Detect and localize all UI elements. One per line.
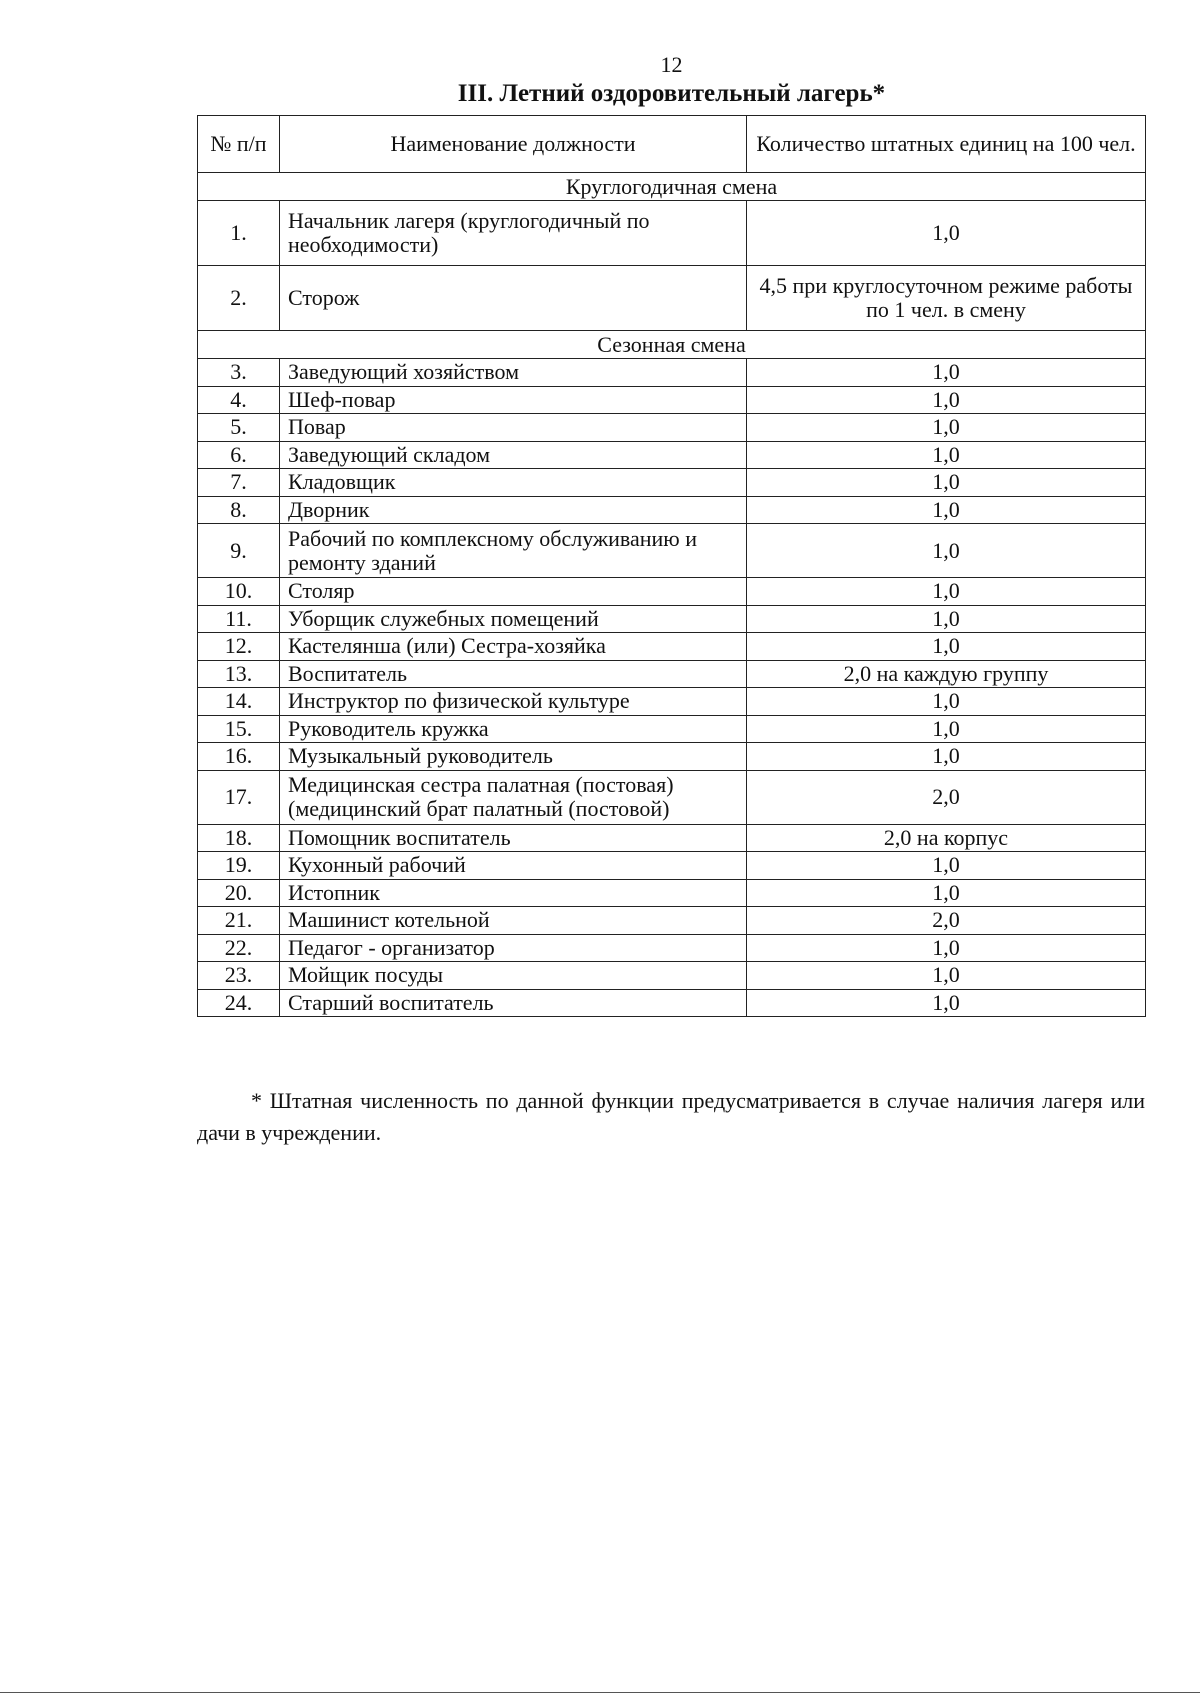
table-row [198, 743, 1146, 771]
position-quantity: 2,0 на каждую группу [747, 660, 1146, 688]
position-number: 8. [198, 496, 280, 524]
footnote: * Штатная численность по данной функции предусматривается в случае наличия лагеря или дачи в учреждении. [197, 1088, 1145, 1145]
header-quantity: Количество штатных единиц на 100 чел. [747, 116, 1146, 173]
section-title: Круглогодичная смена [198, 173, 1146, 201]
header-name: Наименование должности [280, 116, 747, 173]
position-name: Истопник [280, 879, 747, 907]
position-name: Шеф-повар [280, 386, 747, 414]
position-name: Кастелянша (или) Сестра-хозяйка [280, 633, 747, 661]
table-row [198, 496, 1146, 524]
position-name: Начальник лагеря (круглогодичный по необходимости) [280, 201, 747, 266]
position-quantity: 1,0 [747, 469, 1146, 497]
position-name: Рабочий по комплексному обслуживанию и ремонту зданий [280, 524, 747, 578]
page-number: 12 [660, 52, 683, 77]
table-row [198, 386, 1146, 414]
table-row [198, 770, 1146, 824]
position-quantity: 1,0 [747, 743, 1146, 771]
table-row [198, 605, 1146, 633]
position-name: Воспитатель [280, 660, 747, 688]
position-quantity: 1,0 [747, 688, 1146, 716]
table-row [198, 524, 1146, 578]
table-row [198, 907, 1146, 935]
position-number: 11. [198, 605, 280, 633]
position-quantity: 1,0 [747, 879, 1146, 907]
position-quantity: 2,0 [747, 907, 1146, 935]
position-number: 12. [198, 633, 280, 661]
position-quantity: 1,0 [747, 414, 1146, 442]
position-quantity: 2,0 [747, 770, 1146, 824]
position-quantity: 1,0 [747, 441, 1146, 469]
table-row [198, 688, 1146, 716]
position-number: 5. [198, 414, 280, 442]
table-row [198, 359, 1146, 387]
position-name: Повар [280, 414, 747, 442]
position-number: 14. [198, 688, 280, 716]
position-number: 7. [198, 469, 280, 497]
table-row [198, 266, 1146, 331]
position-name: Старший воспитатель [280, 989, 747, 1017]
table-row [198, 824, 1146, 852]
position-name: Музыкальный руководитель [280, 743, 747, 771]
position-quantity: 1,0 [747, 578, 1146, 606]
position-quantity: 1,0 [747, 605, 1146, 633]
position-quantity: 2,0 на корпус [747, 824, 1146, 852]
staff-table [197, 115, 1146, 1017]
position-quantity: 1,0 [747, 386, 1146, 414]
table-row [198, 715, 1146, 743]
position-name: Кухонный рабочий [280, 852, 747, 880]
position-quantity: 1,0 [747, 359, 1146, 387]
table-row [198, 879, 1146, 907]
position-number: 15. [198, 715, 280, 743]
table-row [198, 201, 1146, 266]
table-header-row [198, 116, 1146, 173]
position-number: 10. [198, 578, 280, 606]
position-number: 22. [198, 934, 280, 962]
table-row [198, 414, 1146, 442]
header-num: № п/п [198, 116, 280, 173]
table-row [198, 633, 1146, 661]
position-quantity: 1,0 [747, 962, 1146, 990]
position-number: 3. [198, 359, 280, 387]
bottom-rule [0, 1692, 1200, 1693]
section-title: Сезонная смена [198, 331, 1146, 359]
position-quantity: 1,0 [747, 989, 1146, 1017]
position-quantity: 1,0 [747, 201, 1146, 266]
position-name: Машинист котельной [280, 907, 747, 935]
position-quantity: 1,0 [747, 852, 1146, 880]
table-row [198, 441, 1146, 469]
position-quantity: 1,0 [747, 524, 1146, 578]
position-name: Кладовщик [280, 469, 747, 497]
position-number: 19. [198, 852, 280, 880]
section-row [198, 331, 1146, 359]
position-name: Руководитель кружка [280, 715, 747, 743]
position-number: 2. [198, 266, 280, 331]
table-row [198, 469, 1146, 497]
position-name: Дворник [280, 496, 747, 524]
position-name: Педагог - организатор [280, 934, 747, 962]
position-quantity: 1,0 [747, 715, 1146, 743]
table-row [198, 962, 1146, 990]
table-row [198, 852, 1146, 880]
table-row [198, 578, 1146, 606]
position-number: 20. [198, 879, 280, 907]
position-number: 18. [198, 824, 280, 852]
position-number: 9. [198, 524, 280, 578]
position-number: 6. [198, 441, 280, 469]
position-quantity: 1,0 [747, 934, 1146, 962]
position-number: 1. [198, 201, 280, 266]
position-name: Заведующий складом [280, 441, 747, 469]
position-number: 13. [198, 660, 280, 688]
table-row [198, 660, 1146, 688]
page-title: III. Летний оздоровительный лагерь* [457, 80, 886, 107]
table-row [198, 989, 1146, 1017]
section-row [198, 173, 1146, 201]
position-name: Помощник воспитатель [280, 824, 747, 852]
position-name: Столяр [280, 578, 747, 606]
position-number: 23. [198, 962, 280, 990]
table-row [198, 934, 1146, 962]
position-quantity: 1,0 [747, 496, 1146, 524]
position-name: Мойщик посуды [280, 962, 747, 990]
position-number: 17. [198, 770, 280, 824]
position-name: Инструктор по физической культуре [280, 688, 747, 716]
position-quantity: 1,0 [747, 633, 1146, 661]
position-number: 16. [198, 743, 280, 771]
position-quantity: 4,5 при круглосуточном режиме работы по 1 чел. в смену [747, 266, 1146, 331]
position-number: 21. [198, 907, 280, 935]
position-name: Медицинская сестра палатная (постовая) (медицинский брат палатный (постовой) [280, 770, 747, 824]
position-name: Уборщик служебных помещений [280, 605, 747, 633]
position-number: 24. [198, 989, 280, 1017]
position-number: 4. [198, 386, 280, 414]
position-name: Заведующий хозяйством [280, 359, 747, 387]
position-name: Сторож [280, 266, 747, 331]
